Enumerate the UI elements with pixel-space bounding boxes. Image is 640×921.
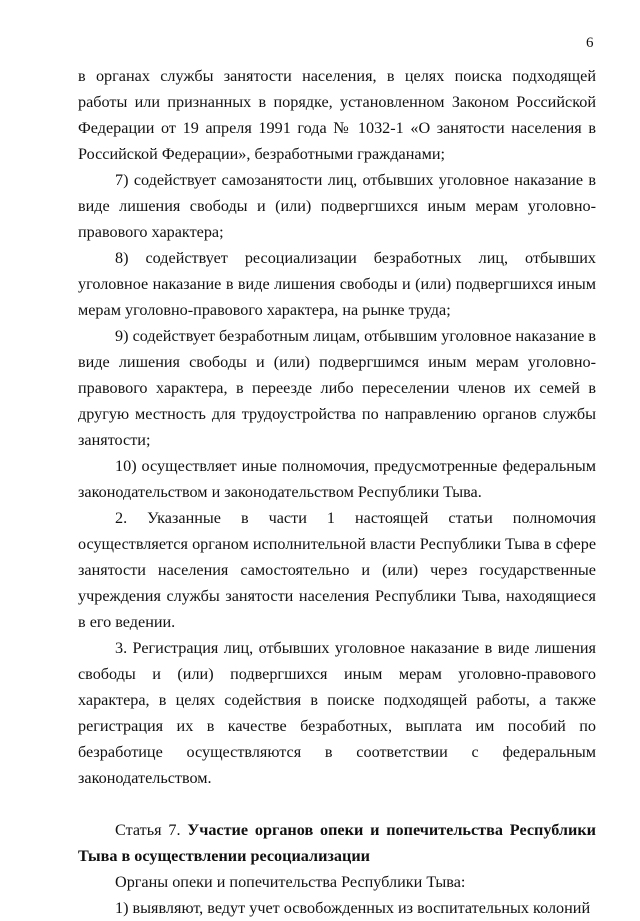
page-number: 6	[586, 35, 594, 51]
paragraph-item-9: 9) содействует безработным лицам, отбывшим уголовное наказание в виде лишения свободы и (или) подвергшимся иным мерам уголовно-правового характера, в переезде либо переселении членов их семей в другую местность для трудоустройства по направлению органов службы занятости;	[78, 327, 596, 449]
section-spacer	[78, 791, 596, 817]
paragraph-part-2: 2. Указанные в части 1 настоящей статьи полномочия осуществляется органом исполнительной власти Республики Тыва в сфере занятости населения самостоятельно и (или) через государственные учреждения службы занятости населения Республики Тыва, находящиеся в его ведении.	[78, 509, 596, 631]
paragraph-item-1: 1) выявляют, ведут учет освобожденных из воспитательных колоний	[115, 899, 591, 917]
article-heading	[78, 817, 596, 869]
paragraph-item-8: 8) содействует ресоциализации безработных лиц, отбывших уголовное наказание в виде лишения свободы и (или) подвергшихся иным мерам уголовно-правового характера, на рынке труда;	[78, 249, 596, 319]
paragraph-item-7: 7) содействует самозанятости лиц, отбывших уголовное наказание в виде лишения свободы и (или) подвергшихся иным мерам уголовно-правового характера;	[78, 171, 596, 241]
article-title: Участие органов опеки и попечительства Республики Тыва в осуществлении ресоциализации	[78, 821, 596, 865]
paragraph-part-3: 3. Регистрация лиц, отбывших уголовное наказание в виде лишения свободы и (или) подвергшихся иным мерам уголовно-правового характера, в целях содействия в поиске подходящей работы, а также регистрация их в качестве безработных, выплата им пособий по безработице осуществляются в соответствии с федеральным законодательством.	[78, 639, 596, 787]
document-body	[78, 63, 596, 921]
paragraph-organs-intro: Органы опеки и попечительства Республики Тыва:	[115, 873, 466, 891]
paragraph-item-10: 10) осуществляет иные полномочия, предусмотренные федеральным законодательством и законодательством Республики Тыва.	[78, 457, 596, 501]
article-label: Статья 7.	[115, 821, 188, 839]
paragraph-continuation: в органах службы занятости населения, в целях поиска подходящей работы или признанных в порядке, установленном Законом Российской Федерации от 19 апреля 1991 года № 1032-1 «О занятости населения в Российской Федерации», безработными гражданами;	[78, 67, 596, 163]
